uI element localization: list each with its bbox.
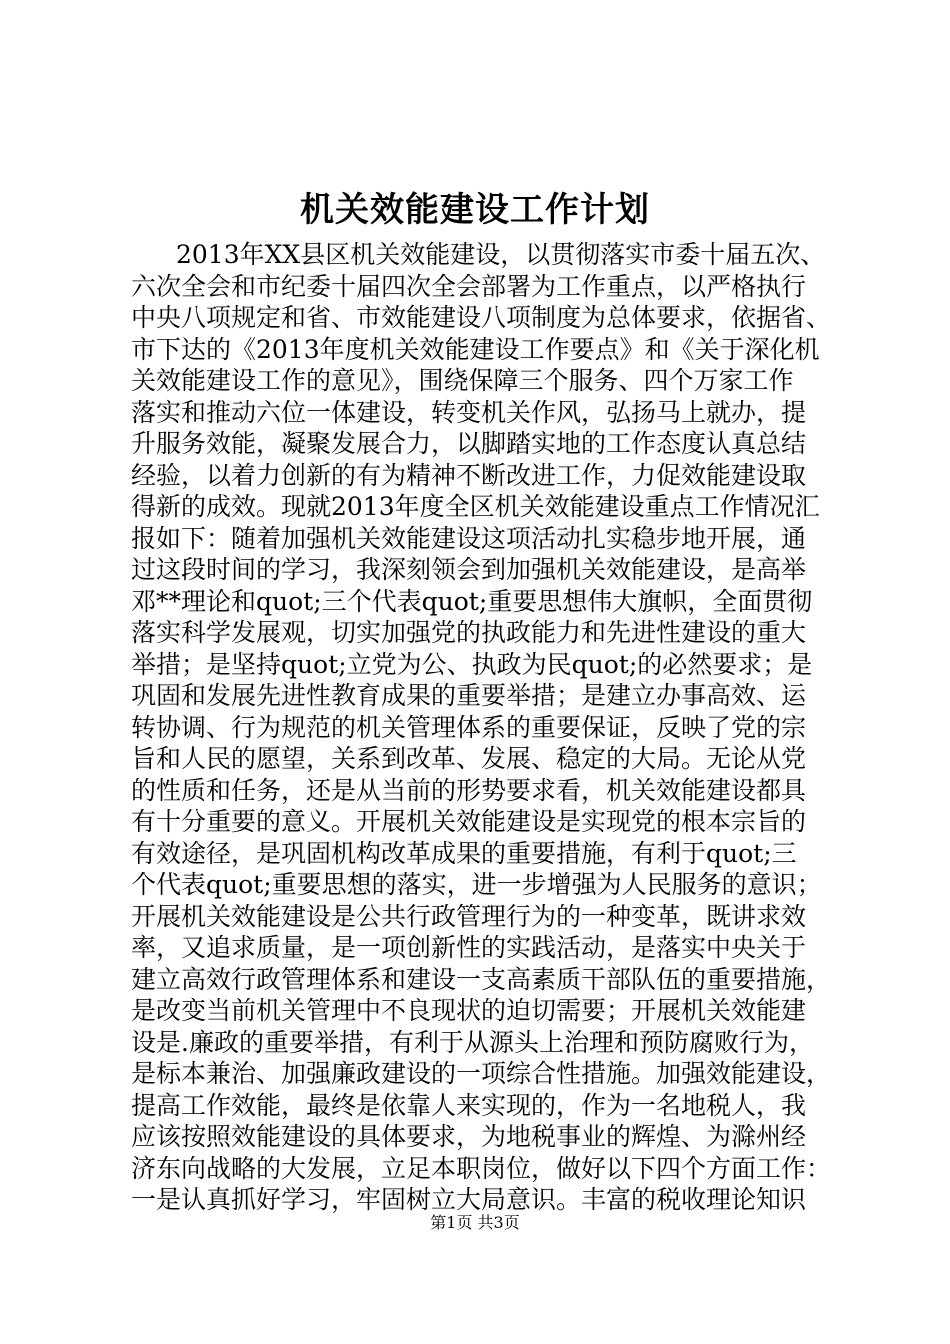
body-line: 有十分重要的意义。开展机关效能建设是实现党的根本宗旨的 — [131, 807, 807, 836]
body-line: 一是认真抓好学习，牢固树立大局意识。丰富的税收理论知识 — [131, 1185, 807, 1214]
body-line: 提高工作效能，最终是依靠人来实现的，作为一名地税人，我 — [131, 1090, 807, 1120]
body-line: 应该按照效能建设的具体要求，为地税事业的辉煌、为滁州经 — [131, 1122, 807, 1151]
body-line: 巩固和发展先进性教育成果的重要举措；是建立办事高效、运 — [131, 681, 807, 710]
body-line: 建立高效行政管理体系和建设一支高素质干部队伍的重要措施， — [131, 964, 831, 994]
body-line: 六次全会和市纪委十届四次全会部署为工作重点，以严格执行 — [131, 271, 807, 301]
body-line: 中央八项规定和省、市效能建设八项制度为总体要求，依据省、 — [131, 303, 831, 332]
body-line: 落实和推动六位一体建设，转变机关作风，弘扬马上就办，提 — [131, 397, 807, 427]
body-line: 济东向战略的大发展，立足本职岗位，做好以下四个方面工作： — [131, 1153, 831, 1183]
body-line: 过这段时间的学习，我深刻领会到加强机关效能建设，是高举 — [131, 555, 807, 584]
body-line: 市下达的《2013年度机关效能建设工作要点》和《关于深化机 — [131, 334, 820, 364]
body-line: 转协调、行为规范的机关管理体系的重要保证，反映了党的宗 — [131, 712, 807, 742]
body-line: 的性质和任务，还是从当前的形势要求看，机关效能建设都具 — [131, 775, 807, 805]
body-line: 是标本兼治、加强廉政建设的一项综合性措施。加强效能建设， — [131, 1059, 831, 1088]
body-line: 2013年XX县区机关效能建设，以贯彻落实市委十届五次、 — [176, 240, 826, 269]
body-line: 升服务效能，凝聚发展合力，以脚踏实地的工作态度认真总结 — [131, 429, 807, 458]
body-line: 设是.廉政的重要举措，有利于从源头上治理和预防腐败行为， — [131, 1027, 814, 1057]
document-title: 机关效能建设工作计划 — [300, 190, 650, 230]
page-footer: 第1页 共3页 — [430, 1213, 520, 1232]
body-line: 有效途径，是巩固机构改革成果的重要措施，有利于quot;三 — [131, 838, 797, 868]
body-line: 得新的成效。现就2013年度全区机关效能建设重点工作情况汇 — [131, 492, 820, 521]
body-line: 是改变当前机关管理中不良现状的迫切需要；开展机关效能建 — [131, 996, 807, 1025]
body-line: 举措；是坚持quot;立党为公、执政为民quot;的必然要求；是 — [131, 649, 813, 679]
body-line: 报如下：随着加强机关效能建设这项活动扎实稳步地开展，通 — [131, 523, 807, 553]
body-line: 率，又追求质量，是一项创新性的实践活动，是落实中央关于 — [131, 933, 807, 962]
document-body — [131, 239, 831, 1216]
body-line: 落实科学发展观，切实加强党的执政能力和先进性建设的重大 — [131, 618, 807, 647]
body-line: 关效能建设工作的意见》，围绕保障三个服务、四个万家工作 — [131, 366, 794, 395]
body-line: 邓**理论和quot;三个代表quot;重要思想伟大旗帜，全面贯彻 — [131, 586, 813, 616]
body-line: 开展机关效能建设是公共行政管理行为的一种变革，既讲求效 — [131, 901, 807, 931]
body-line: 个代表quot;重要思想的落实，进一步增强为人民服务的意识； — [131, 870, 822, 899]
body-line: 旨和人民的愿望，关系到改革、发展、稳定的大局。无论从党 — [131, 744, 807, 773]
body-line: 经验，以着力创新的有为精神不断改进工作，力促效能建设取 — [131, 460, 807, 490]
